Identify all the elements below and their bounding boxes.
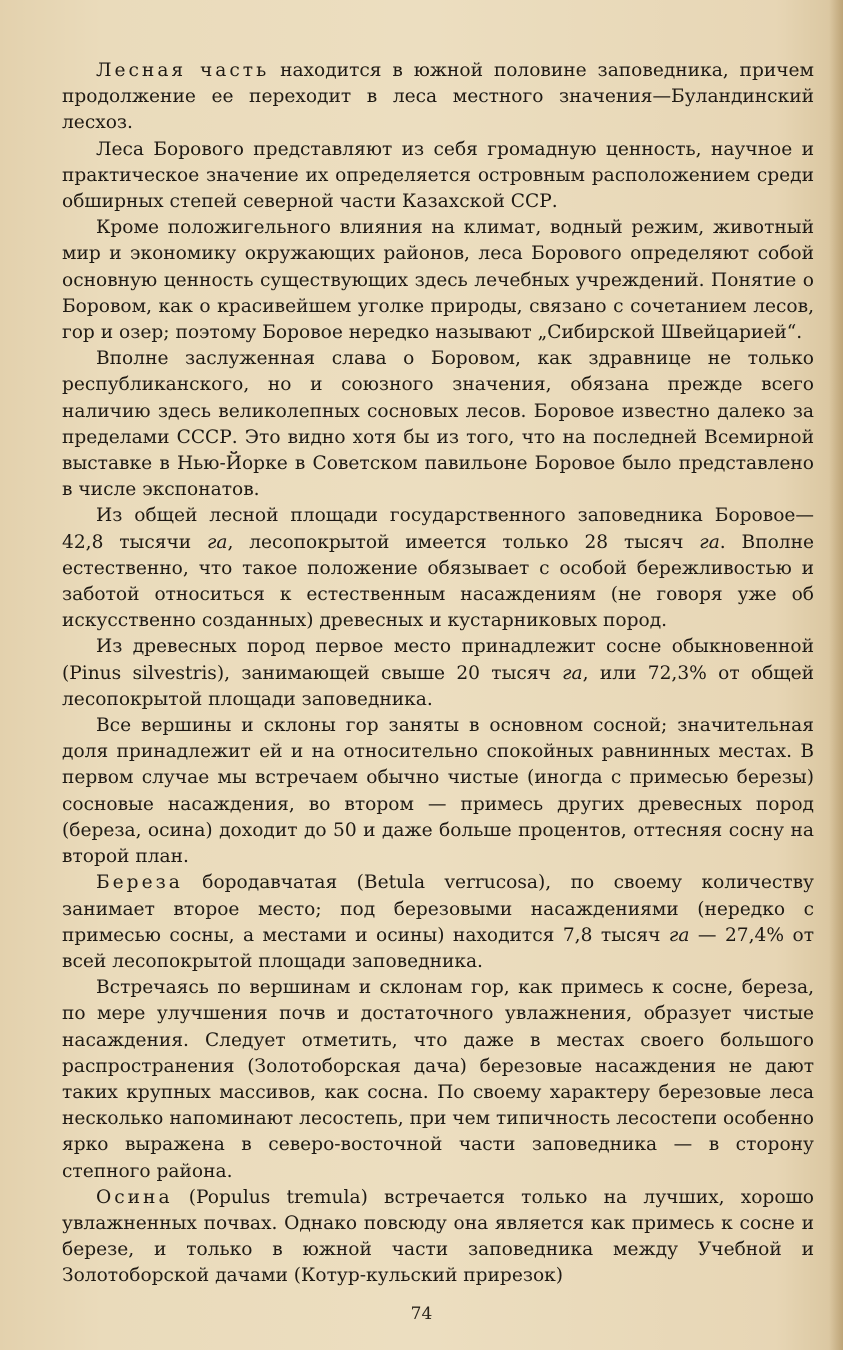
paragraph-1: Лесная часть находится в южной половине заповедника, причем продолжение ее переходит в леса местного значения—Буландинский лесхоз.	[62, 60, 814, 134]
paragraph-4: Вполне заслуженная слава о Боровом, как здравнице не только республиканского, но и союзного значения, обязана прежде всего наличию здесь великолепных сосновых лесов. Боровое известно далеко за пределами СССР. Это видно хотя бы из того, что на последней Всемирной выставке в Нью-Йорке в Советском павильоне Боровое было представлено в числе экспонатов.	[62, 348, 814, 501]
paragraph-9: Встречаясь по вершинам и склонам гор, как примесь к сосне, береза, по мере улучшения почв и достаточного увлажнения, образует чистые насаждения. Следует отметить, что даже в местах своего большого распространения (Золотоборская дача) березовые насаждения не дают таких крупных массивов, как сосна. По своему характеру березовые леса несколько напоминают лесостепь, при чем типичность лесостепи особенно ярко выражена в северо-восточной части заповедника — в сторону степного района.	[62, 977, 814, 1182]
paragraph-3: Кроме положигельного влияния на климат, водный режим, животный мир и экономику окружающих районов, леса Борового определяют собой основную ценность существующих здесь лечебных учреждений. Понятие о Боровом, как о красивейшем уголке природы, связано с сочетанием лесов, гор и озер; поэтому Боровое нередко называют „Сибирской Швейцарией“.	[62, 217, 814, 344]
page-number: 74	[410, 1304, 433, 1324]
paragraph-8: Береза бородавчатая (Betula verrucosa), по своему количеству занимает второе место; под березовыми насаждениями (нередко с примесью сосны, а местами и осины) находится 7,8 тысяч га — 27,4% от всей лесопокрытой площади заповедника.	[62, 872, 814, 972]
page-edge-shadow	[829, 0, 843, 1350]
paragraph-2: Леса Борового представляют из себя громадную ценность, научное и практическое значение их определяется островным расположением среди обширных степей северной части Казахской ССР.	[62, 138, 814, 213]
body-text	[62, 58, 814, 1290]
paragraph-5: Из общей лесной площади государственного заповедника Боровое—42,8 тысячи га, лесопокрытой имеется только 28 тысяч га. Вполне естественно, что такое положение обязывает с особой бережливостью и заботой относиться к естественным насаждениям (не говоря уже об искусственно созданных) древесных и кустарниковых пород.	[62, 505, 814, 632]
paragraph-10: Осина (Populus tremula) встречается только на лучших, хорошо увлажненных почвах. Однако повсюду она является как примесь к сосне и березе, и только в южной части заповедника между Учебной и Золотоборской дачами (Котур-кульский прирезок)	[62, 1186, 814, 1287]
paragraph-6: Из древесных пород первое место принадлежит сосне обыкновенной (Pinus silvestris), занимающей свыше 20 тысяч га, или 72,3% от общей лесопокрытой площади заповедника.	[62, 636, 814, 710]
paragraph-7: Все вершины и склоны гор заняты в основном сосной; значительная доля принадлежит ей и на относительно спокойных равнинных местах. В первом случае мы встречаем обычно чистые (иногда с примесью березы) сосновые насаждения, во втором — примесь других древесных пород (береза, осина) доходит до 50 и даже больше процентов, оттесняя сосну на второй план.	[62, 715, 814, 868]
